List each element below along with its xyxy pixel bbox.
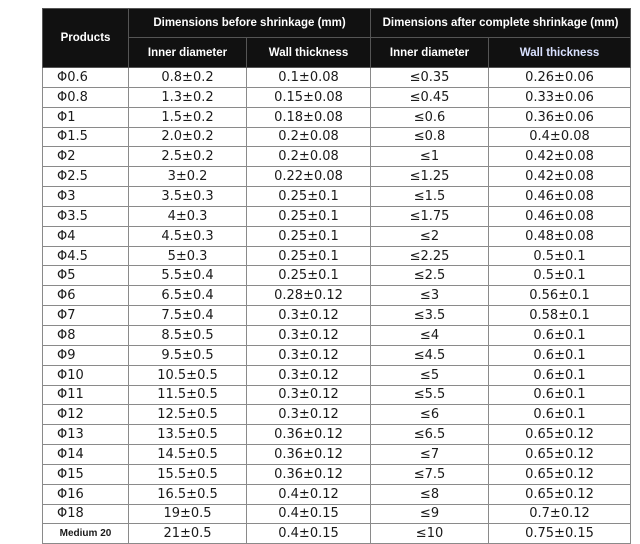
inner-diameter-before-cell: 13.5±0.5	[129, 425, 247, 445]
inner-diameter-before-cell: 12.5±0.5	[129, 405, 247, 425]
table-row	[43, 345, 631, 365]
inner-diameter-after-cell: ≤5.5	[371, 385, 489, 405]
product-cell: Φ9	[43, 345, 129, 365]
product-cell: Φ10	[43, 365, 129, 385]
wall-thickness-after-cell: 0.65±0.12	[489, 445, 631, 465]
inner-diameter-after-cell: ≤8	[371, 484, 489, 504]
inner-diameter-after-cell: ≤2.5	[371, 266, 489, 286]
wall-thickness-after-cell: 0.46±0.08	[489, 206, 631, 226]
inner-diameter-after-cell: ≤7	[371, 445, 489, 465]
inner-diameter-before-cell: 2.0±0.2	[129, 127, 247, 147]
inner-diameter-before-cell: 3.5±0.3	[129, 187, 247, 207]
table-row	[43, 286, 631, 306]
inner-diameter-after-cell: ≤0.35	[371, 68, 489, 88]
wall-thickness-after-cell: 0.56±0.1	[489, 286, 631, 306]
wall-thickness-after-cell: 0.6±0.1	[489, 405, 631, 425]
table-row	[43, 504, 631, 524]
inner-diameter-after-cell: ≤2.25	[371, 246, 489, 266]
table-row	[43, 147, 631, 167]
inner-diameter-before-cell: 5±0.3	[129, 246, 247, 266]
inner-diameter-before-cell: 15.5±0.5	[129, 464, 247, 484]
products-header: Products	[43, 9, 129, 68]
inner-diameter-before-cell: 21±0.5	[129, 524, 247, 544]
table-row	[43, 226, 631, 246]
wall-thickness-after-cell: 0.65±0.12	[489, 425, 631, 445]
wall-thickness-after-cell: 0.42±0.08	[489, 147, 631, 167]
table-row	[43, 87, 631, 107]
wall-thickness-after-cell: 0.26±0.06	[489, 68, 631, 88]
after-shrinkage-header: Dimensions after complete shrinkage (mm)	[371, 9, 631, 38]
table-body	[43, 68, 631, 544]
product-cell: Φ2	[43, 147, 129, 167]
inner-diameter-before-header: Inner diameter	[129, 38, 247, 68]
wall-thickness-after-cell: 0.42±0.08	[489, 167, 631, 187]
inner-diameter-after-cell: ≤1.75	[371, 206, 489, 226]
inner-diameter-before-cell: 4.5±0.3	[129, 226, 247, 246]
table-row	[43, 167, 631, 187]
inner-diameter-before-cell: 10.5±0.5	[129, 365, 247, 385]
wall-thickness-before-header: Wall thickness	[247, 38, 371, 68]
wall-thickness-after-cell: 0.46±0.08	[489, 187, 631, 207]
wall-thickness-after-cell: 0.48±0.08	[489, 226, 631, 246]
wall-thickness-before-cell: 0.4±0.15	[247, 504, 371, 524]
product-cell: Φ7	[43, 306, 129, 326]
product-cell: Φ8	[43, 325, 129, 345]
inner-diameter-after-header: Inner diameter	[371, 38, 489, 68]
wall-thickness-before-cell: 0.18±0.08	[247, 107, 371, 127]
table-row	[43, 127, 631, 147]
table-header	[43, 9, 631, 68]
wall-thickness-after-cell: 0.36±0.06	[489, 107, 631, 127]
inner-diameter-before-cell: 1.3±0.2	[129, 87, 247, 107]
wall-thickness-after-cell: 0.5±0.1	[489, 266, 631, 286]
product-cell: Φ13	[43, 425, 129, 445]
wall-thickness-before-cell: 0.22±0.08	[247, 167, 371, 187]
table-row	[43, 306, 631, 326]
wall-thickness-before-cell: 0.25±0.1	[247, 226, 371, 246]
product-cell: Φ1	[43, 107, 129, 127]
inner-diameter-before-cell: 19±0.5	[129, 504, 247, 524]
wall-thickness-before-cell: 0.4±0.12	[247, 484, 371, 504]
inner-diameter-before-cell: 16.5±0.5	[129, 484, 247, 504]
wall-thickness-before-cell: 0.2±0.08	[247, 147, 371, 167]
inner-diameter-before-cell: 9.5±0.5	[129, 345, 247, 365]
wall-thickness-after-cell: 0.5±0.1	[489, 246, 631, 266]
shrinkage-spec-table	[42, 8, 631, 544]
wall-thickness-after-header: Wall thickness	[489, 38, 631, 68]
table-row	[43, 425, 631, 445]
wall-thickness-before-cell: 0.3±0.12	[247, 325, 371, 345]
table-row	[43, 206, 631, 226]
inner-diameter-before-cell: 14.5±0.5	[129, 445, 247, 465]
inner-diameter-after-cell: ≤1	[371, 147, 489, 167]
product-cell: Medium 20	[43, 524, 129, 544]
before-shrinkage-header: Dimensions before shrinkage (mm)	[129, 9, 371, 38]
wall-thickness-after-cell: 0.6±0.1	[489, 325, 631, 345]
product-cell: Φ0.6	[43, 68, 129, 88]
table-row	[43, 107, 631, 127]
inner-diameter-after-cell: ≤7.5	[371, 464, 489, 484]
inner-diameter-after-cell: ≤0.45	[371, 87, 489, 107]
product-cell: Φ15	[43, 464, 129, 484]
wall-thickness-before-cell: 0.25±0.1	[247, 187, 371, 207]
product-cell: Φ16	[43, 484, 129, 504]
wall-thickness-after-cell: 0.65±0.12	[489, 484, 631, 504]
spec-table-container	[42, 8, 630, 544]
inner-diameter-after-cell: ≤9	[371, 504, 489, 524]
table-row	[43, 365, 631, 385]
inner-diameter-before-cell: 4±0.3	[129, 206, 247, 226]
table-row	[43, 445, 631, 465]
product-cell: Φ4.5	[43, 246, 129, 266]
product-cell: Φ12	[43, 405, 129, 425]
inner-diameter-after-cell: ≤3.5	[371, 306, 489, 326]
product-cell: Φ14	[43, 445, 129, 465]
inner-diameter-before-cell: 7.5±0.4	[129, 306, 247, 326]
wall-thickness-before-cell: 0.36±0.12	[247, 464, 371, 484]
wall-thickness-after-cell: 0.65±0.12	[489, 464, 631, 484]
wall-thickness-after-cell: 0.58±0.1	[489, 306, 631, 326]
inner-diameter-after-cell: ≤4	[371, 325, 489, 345]
inner-diameter-before-cell: 1.5±0.2	[129, 107, 247, 127]
product-cell: Φ11	[43, 385, 129, 405]
inner-diameter-after-cell: ≤1.5	[371, 187, 489, 207]
wall-thickness-before-cell: 0.3±0.12	[247, 385, 371, 405]
inner-diameter-after-cell: ≤2	[371, 226, 489, 246]
table-row	[43, 385, 631, 405]
inner-diameter-after-cell: ≤0.6	[371, 107, 489, 127]
wall-thickness-before-cell: 0.1±0.08	[247, 68, 371, 88]
wall-thickness-before-cell: 0.3±0.12	[247, 365, 371, 385]
wall-thickness-after-cell: 0.75±0.15	[489, 524, 631, 544]
wall-thickness-before-cell: 0.4±0.15	[247, 524, 371, 544]
wall-thickness-before-cell: 0.28±0.12	[247, 286, 371, 306]
inner-diameter-after-cell: ≤10	[371, 524, 489, 544]
table-row	[43, 464, 631, 484]
product-cell: Φ3.5	[43, 206, 129, 226]
wall-thickness-after-cell: 0.6±0.1	[489, 385, 631, 405]
inner-diameter-before-cell: 11.5±0.5	[129, 385, 247, 405]
inner-diameter-before-cell: 8.5±0.5	[129, 325, 247, 345]
inner-diameter-after-cell: ≤6	[371, 405, 489, 425]
wall-thickness-before-cell: 0.3±0.12	[247, 405, 371, 425]
inner-diameter-after-cell: ≤4.5	[371, 345, 489, 365]
inner-diameter-before-cell: 6.5±0.4	[129, 286, 247, 306]
inner-diameter-after-cell: ≤1.25	[371, 167, 489, 187]
wall-thickness-before-cell: 0.15±0.08	[247, 87, 371, 107]
table-row	[43, 68, 631, 88]
product-cell: Φ4	[43, 226, 129, 246]
wall-thickness-before-cell: 0.2±0.08	[247, 127, 371, 147]
wall-thickness-after-cell: 0.7±0.12	[489, 504, 631, 524]
wall-thickness-after-cell: 0.6±0.1	[489, 365, 631, 385]
wall-thickness-before-cell: 0.25±0.1	[247, 246, 371, 266]
table-row	[43, 405, 631, 425]
wall-thickness-after-cell: 0.33±0.06	[489, 87, 631, 107]
wall-thickness-before-cell: 0.36±0.12	[247, 445, 371, 465]
inner-diameter-after-cell: ≤3	[371, 286, 489, 306]
wall-thickness-before-cell: 0.25±0.1	[247, 266, 371, 286]
wall-thickness-before-cell: 0.25±0.1	[247, 206, 371, 226]
table-row	[43, 246, 631, 266]
inner-diameter-after-cell: ≤0.8	[371, 127, 489, 147]
table-row	[43, 524, 631, 544]
table-row	[43, 325, 631, 345]
inner-diameter-after-cell: ≤5	[371, 365, 489, 385]
product-cell: Φ18	[43, 504, 129, 524]
product-cell: Φ3	[43, 187, 129, 207]
table-row	[43, 484, 631, 504]
inner-diameter-before-cell: 0.8±0.2	[129, 68, 247, 88]
inner-diameter-before-cell: 3±0.2	[129, 167, 247, 187]
product-cell: Φ5	[43, 266, 129, 286]
table-row	[43, 187, 631, 207]
wall-thickness-after-cell: 0.4±0.08	[489, 127, 631, 147]
wall-thickness-before-cell: 0.3±0.12	[247, 306, 371, 326]
wall-thickness-before-cell: 0.3±0.12	[247, 345, 371, 365]
table-row	[43, 266, 631, 286]
wall-thickness-before-cell: 0.36±0.12	[247, 425, 371, 445]
product-cell: Φ6	[43, 286, 129, 306]
product-cell: Φ2.5	[43, 167, 129, 187]
product-cell: Φ1.5	[43, 127, 129, 147]
product-cell: Φ0.8	[43, 87, 129, 107]
inner-diameter-after-cell: ≤6.5	[371, 425, 489, 445]
inner-diameter-before-cell: 5.5±0.4	[129, 266, 247, 286]
inner-diameter-before-cell: 2.5±0.2	[129, 147, 247, 167]
wall-thickness-after-cell: 0.6±0.1	[489, 345, 631, 365]
